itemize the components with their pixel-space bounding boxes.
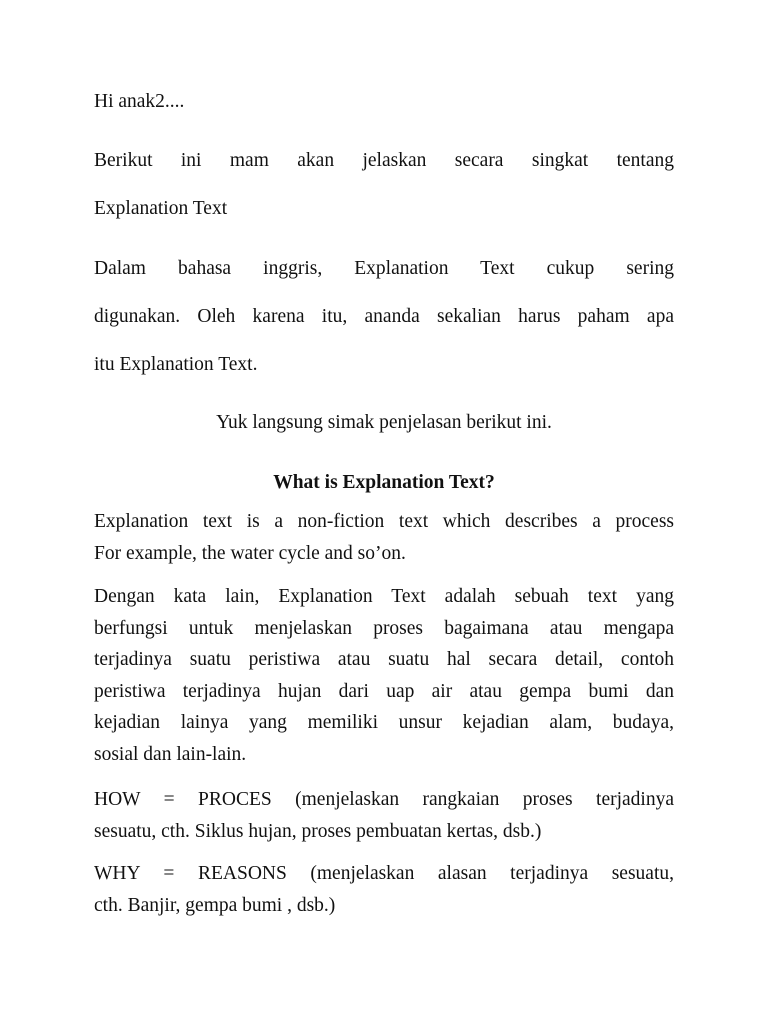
dalam-line-1: Dalam bahasa inggris, Explanation Text cukup sering [94,258,674,279]
how-line-2: sesuatu, cth. Siklus hujan, proses pembuatan kertas, dsb.) [94,820,542,842]
why-line-1: WHY = REASONS (menjelaskan alasan terjadinya sesuatu, [94,863,674,884]
dengan-line-1: Dengan kata lain, Explanation Text adalah sebuah text yang [94,586,674,607]
greeting [94,88,674,116]
dengan-paragraph [94,581,674,770]
dengan-line-2: berfungsi untuk menjelaskan proses bagaimana atau mengapa [94,617,674,639]
greeting-text: Hi anak2.... [94,91,185,112]
why-line-2: cth. Banjir, gempa bumi , dsb.) [94,894,336,916]
dengan-line-4: peristiwa terjadinya hujan dari uap air atau gempa bumi dan [94,680,674,702]
section-heading: What is Explanation Text? [273,472,495,493]
intro-line-1: Berikut ini mam akan jelaskan secara singkat tentang [94,150,674,171]
dengan-line-5: kejadian lainya yang memiliki unsur kejadian alam, budaya, [94,712,674,733]
definition-line-1: Explanation text is a non-fiction text which describes a process [94,511,674,532]
intro-paragraph [94,137,674,233]
dalam-line-2: digunakan. Oleh karena itu, ananda sekalian harus paham apa [94,306,674,327]
why-paragraph [94,858,674,921]
dalam-line-3: itu Explanation Text. [94,354,258,375]
definition-paragraph [94,506,674,569]
dengan-line-6: sosial dan lain-lain. [94,743,247,765]
how-paragraph [94,784,674,847]
how-line-1: HOW = PROCES (menjelaskan rangkaian proses terjadinya [94,789,674,810]
dalam-paragraph [94,245,674,389]
call-to-action: Yuk langsung simak penjelasan berikut ini. [216,412,552,433]
intro-line-2: Explanation Text [94,198,228,219]
dengan-line-3: terjadinya suatu peristiwa atau suatu hal secara detail, contoh [94,649,674,670]
definition-line-2: For example, the water cycle and so’on. [94,542,406,564]
